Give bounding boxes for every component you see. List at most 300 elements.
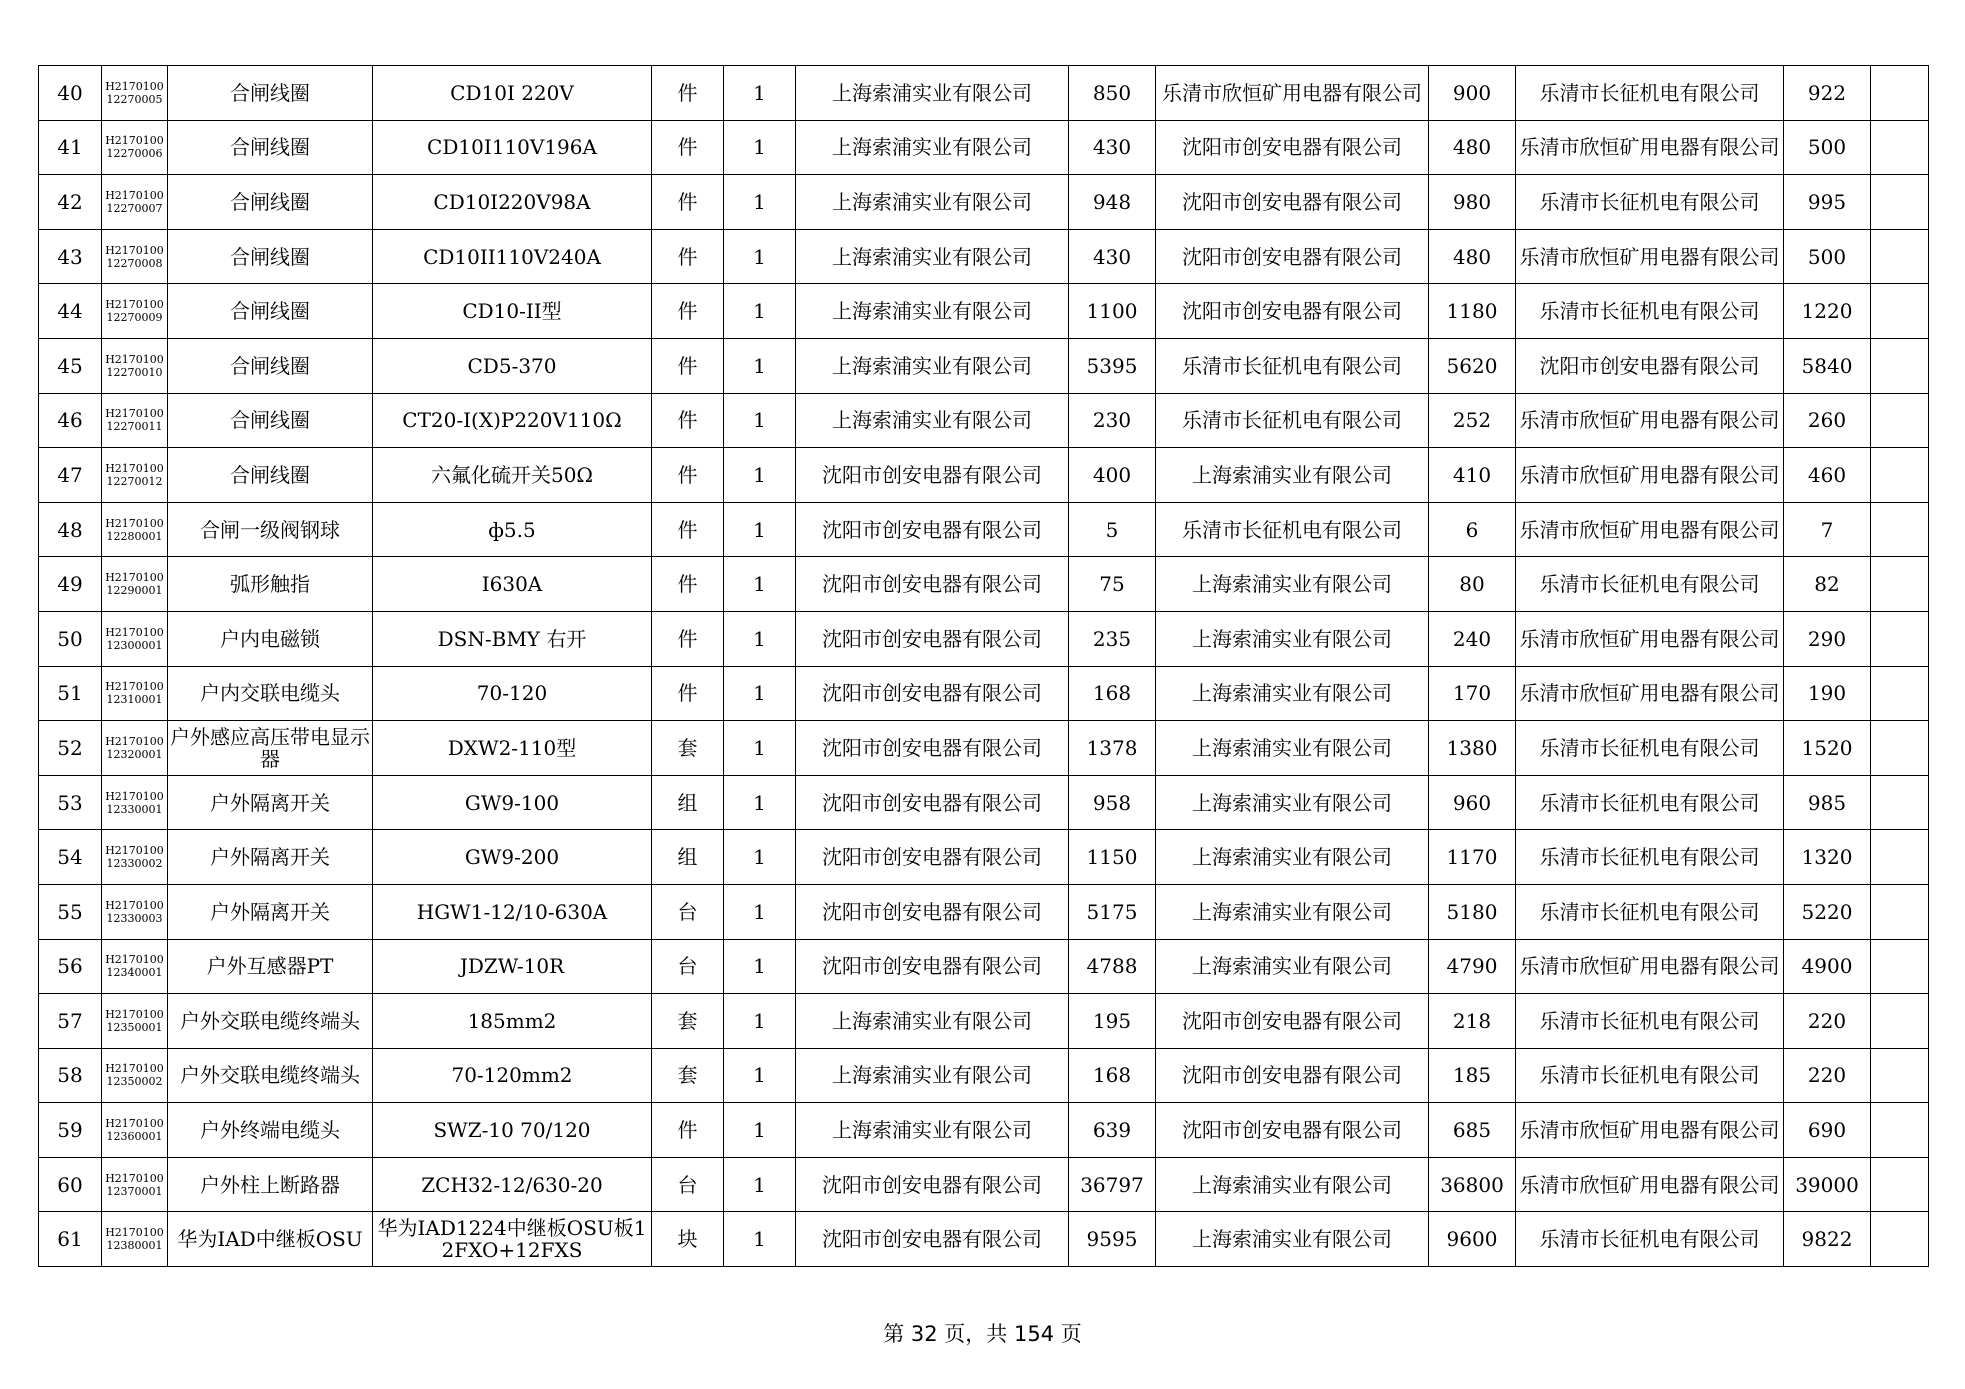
row-number-cell: 46: [39, 393, 102, 448]
item-name-cell: 合闸线圈: [168, 229, 373, 284]
material-code-line: 12270008: [106, 256, 163, 270]
material-code-cell: [102, 830, 168, 885]
remarks-cell: [1871, 557, 1929, 612]
supplier-1-cell: 沈阳市创安电器有限公司: [796, 721, 1069, 776]
price-3-cell: 9822: [1784, 1212, 1871, 1267]
quantity-cell: 1: [724, 775, 796, 830]
price-1-cell: 1100: [1069, 284, 1156, 339]
material-code-line: 12310001: [106, 693, 163, 707]
quantity-cell: 1: [724, 666, 796, 721]
unit-cell: 件: [652, 284, 724, 339]
price-1-cell: 75: [1069, 557, 1156, 612]
item-name-cell: 合闸线圈: [168, 448, 373, 503]
supplier-2-cell: 沈阳市创安电器有限公司: [1156, 1103, 1429, 1158]
price-1-cell: 400: [1069, 448, 1156, 503]
supplier-2-cell: 沈阳市创安电器有限公司: [1156, 1048, 1429, 1103]
supplier-2-cell: 上海索浦实业有限公司: [1156, 721, 1429, 776]
price-1-cell: 1150: [1069, 830, 1156, 885]
price-1-cell: 36797: [1069, 1157, 1156, 1212]
supplier-2-cell: 上海索浦实业有限公司: [1156, 775, 1429, 830]
price-comparison-table: [38, 65, 1929, 1267]
item-name-cell: 合闸线圈: [168, 66, 373, 121]
table-row: [39, 338, 1929, 393]
table-row: [39, 284, 1929, 339]
material-code-cell: [102, 229, 168, 284]
item-name-cell: 合闸线圈: [168, 338, 373, 393]
remarks-cell: [1871, 1103, 1929, 1158]
quantity-cell: 1: [724, 120, 796, 175]
material-code-line: H2170100: [105, 516, 164, 530]
supplier-2-cell: 沈阳市创安电器有限公司: [1156, 120, 1429, 175]
supplier-2-cell: 上海索浦实业有限公司: [1156, 830, 1429, 885]
supplier-1-cell: 上海索浦实业有限公司: [796, 1103, 1069, 1158]
supplier-3-cell: 乐清市长征机电有限公司: [1516, 721, 1784, 776]
quantity-cell: 1: [724, 939, 796, 994]
price-1-cell: 168: [1069, 666, 1156, 721]
price-1-cell: 958: [1069, 775, 1156, 830]
spec-cell: DSN-BMY 右开: [373, 611, 652, 666]
material-code-cell: [102, 175, 168, 230]
material-code-cell: [102, 502, 168, 557]
price-1-cell: 235: [1069, 611, 1156, 666]
price-3-cell: 1220: [1784, 284, 1871, 339]
supplier-2-cell: 沈阳市创安电器有限公司: [1156, 284, 1429, 339]
quantity-cell: 1: [724, 502, 796, 557]
quantity-cell: 1: [724, 393, 796, 448]
item-name-cell: 合闸线圈: [168, 120, 373, 175]
row-number-cell: 41: [39, 120, 102, 175]
price-2-cell: 6: [1429, 502, 1516, 557]
remarks-cell: [1871, 120, 1929, 175]
supplier-3-cell: 乐清市长征机电有限公司: [1516, 175, 1784, 230]
price-2-cell: 80: [1429, 557, 1516, 612]
material-code-line: 12350001: [106, 1020, 163, 1034]
price-3-cell: 995: [1784, 175, 1871, 230]
price-3-cell: 5840: [1784, 338, 1871, 393]
supplier-2-cell: 上海索浦实业有限公司: [1156, 611, 1429, 666]
supplier-3-cell: 乐清市长征机电有限公司: [1516, 557, 1784, 612]
quantity-cell: 1: [724, 994, 796, 1049]
material-code-cell: [102, 884, 168, 939]
price-2-cell: 9600: [1429, 1212, 1516, 1267]
price-2-cell: 4790: [1429, 939, 1516, 994]
row-number-cell: 58: [39, 1048, 102, 1103]
row-number-cell: 47: [39, 448, 102, 503]
supplier-2-cell: 乐清市长征机电有限公司: [1156, 502, 1429, 557]
price-1-cell: 1378: [1069, 721, 1156, 776]
spec-cell: CD10II110V240A: [373, 229, 652, 284]
price-3-cell: 220: [1784, 1048, 1871, 1103]
row-number-cell: 60: [39, 1157, 102, 1212]
quantity-cell: 1: [724, 1157, 796, 1212]
material-code-line: 12350002: [106, 1075, 163, 1089]
price-1-cell: 639: [1069, 1103, 1156, 1158]
item-name-cell: 户外终端电缆头: [168, 1103, 373, 1158]
material-code-line: H2170100: [105, 352, 164, 366]
supplier-3-cell: 乐清市长征机电有限公司: [1516, 830, 1784, 885]
spec-cell: 70-120: [373, 666, 652, 721]
spec-cell: ф5.5: [373, 502, 652, 557]
material-code-cell: [102, 393, 168, 448]
row-number-cell: 50: [39, 611, 102, 666]
material-code-line: H2170100: [105, 1226, 164, 1240]
row-number-cell: 45: [39, 338, 102, 393]
price-1-cell: 430: [1069, 120, 1156, 175]
table-row: [39, 1103, 1929, 1158]
price-2-cell: 980: [1429, 175, 1516, 230]
price-2-cell: 900: [1429, 66, 1516, 121]
material-code-line: 12270011: [106, 420, 163, 434]
table-row: [39, 448, 1929, 503]
table-row: [39, 229, 1929, 284]
supplier-1-cell: 沈阳市创安电器有限公司: [796, 557, 1069, 612]
table-row: [39, 1157, 1929, 1212]
supplier-1-cell: 上海索浦实业有限公司: [796, 175, 1069, 230]
unit-cell: 套: [652, 721, 724, 776]
supplier-2-cell: 乐清市长征机电有限公司: [1156, 338, 1429, 393]
unit-cell: 件: [652, 666, 724, 721]
spec-cell: HGW1-12/10-630A: [373, 884, 652, 939]
material-code-line: H2170100: [105, 79, 164, 93]
material-code-line: 12360001: [106, 1130, 163, 1144]
material-code-line: 12270010: [106, 365, 163, 379]
table-row: [39, 666, 1929, 721]
remarks-cell: [1871, 284, 1929, 339]
table-row: [39, 830, 1929, 885]
supplier-1-cell: 沈阳市创安电器有限公司: [796, 1212, 1069, 1267]
spec-cell: 70-120mm2: [373, 1048, 652, 1103]
material-code-cell: [102, 338, 168, 393]
supplier-1-cell: 上海索浦实业有限公司: [796, 284, 1069, 339]
supplier-1-cell: 上海索浦实业有限公司: [796, 994, 1069, 1049]
spec-cell: GW9-200: [373, 830, 652, 885]
price-2-cell: 1180: [1429, 284, 1516, 339]
price-1-cell: 4788: [1069, 939, 1156, 994]
material-code-line: 12330001: [106, 802, 163, 816]
material-code-cell: [102, 557, 168, 612]
spec-cell: 华为IAD1224中继板OSU板12FXO+12FXS: [373, 1212, 652, 1267]
quantity-cell: 1: [724, 175, 796, 230]
price-3-cell: 500: [1784, 120, 1871, 175]
supplier-3-cell: 乐清市长征机电有限公司: [1516, 775, 1784, 830]
price-2-cell: 1170: [1429, 830, 1516, 885]
unit-cell: 件: [652, 557, 724, 612]
price-3-cell: 5220: [1784, 884, 1871, 939]
unit-cell: 组: [652, 830, 724, 885]
supplier-3-cell: 乐清市欣恒矿用电器有限公司: [1516, 448, 1784, 503]
supplier-3-cell: 乐清市长征机电有限公司: [1516, 1048, 1784, 1103]
price-2-cell: 5620: [1429, 338, 1516, 393]
item-name-cell: 合闸线圈: [168, 393, 373, 448]
price-3-cell: 82: [1784, 557, 1871, 612]
supplier-3-cell: 乐清市长征机电有限公司: [1516, 284, 1784, 339]
unit-cell: 件: [652, 66, 724, 121]
remarks-cell: [1871, 1212, 1929, 1267]
remarks-cell: [1871, 229, 1929, 284]
material-code-line: H2170100: [105, 625, 164, 639]
material-code-line: 12270006: [106, 147, 163, 161]
item-name-cell: 户外隔离开关: [168, 884, 373, 939]
row-number-cell: 43: [39, 229, 102, 284]
supplier-2-cell: 上海索浦实业有限公司: [1156, 448, 1429, 503]
supplier-3-cell: 乐清市长征机电有限公司: [1516, 66, 1784, 121]
material-code-line: H2170100: [105, 134, 164, 148]
price-1-cell: 168: [1069, 1048, 1156, 1103]
row-number-cell: 59: [39, 1103, 102, 1158]
supplier-2-cell: 乐清市欣恒矿用电器有限公司: [1156, 66, 1429, 121]
supplier-1-cell: 沈阳市创安电器有限公司: [796, 884, 1069, 939]
supplier-3-cell: 乐清市欣恒矿用电器有限公司: [1516, 1103, 1784, 1158]
remarks-cell: [1871, 939, 1929, 994]
material-code-cell: [102, 939, 168, 994]
spec-cell: 六氟化硫开关50Ω: [373, 448, 652, 503]
row-number-cell: 48: [39, 502, 102, 557]
material-code-line: 12370001: [106, 1184, 163, 1198]
quantity-cell: 1: [724, 338, 796, 393]
remarks-cell: [1871, 338, 1929, 393]
material-code-cell: [102, 448, 168, 503]
price-1-cell: 430: [1069, 229, 1156, 284]
supplier-1-cell: 沈阳市创安电器有限公司: [796, 502, 1069, 557]
supplier-1-cell: 沈阳市创安电器有限公司: [796, 448, 1069, 503]
unit-cell: 件: [652, 1103, 724, 1158]
spec-cell: CD10I 220V: [373, 66, 652, 121]
item-name-cell: 合闸一级阀钢球: [168, 502, 373, 557]
spec-cell: JDZW-10R: [373, 939, 652, 994]
supplier-1-cell: 沈阳市创安电器有限公司: [796, 666, 1069, 721]
price-2-cell: 170: [1429, 666, 1516, 721]
quantity-cell: 1: [724, 557, 796, 612]
row-number-cell: 55: [39, 884, 102, 939]
spec-cell: CD10I220V98A: [373, 175, 652, 230]
quantity-cell: 1: [724, 611, 796, 666]
quantity-cell: 1: [724, 884, 796, 939]
table-row: [39, 775, 1929, 830]
material-code-cell: [102, 284, 168, 339]
unit-cell: 台: [652, 884, 724, 939]
item-name-cell: 合闸线圈: [168, 175, 373, 230]
material-code-line: 12270005: [106, 92, 163, 106]
supplier-3-cell: 乐清市欣恒矿用电器有限公司: [1516, 393, 1784, 448]
supplier-2-cell: 上海索浦实业有限公司: [1156, 1212, 1429, 1267]
unit-cell: 台: [652, 939, 724, 994]
price-2-cell: 218: [1429, 994, 1516, 1049]
supplier-3-cell: 乐清市欣恒矿用电器有限公司: [1516, 120, 1784, 175]
supplier-3-cell: 乐清市欣恒矿用电器有限公司: [1516, 666, 1784, 721]
price-3-cell: 460: [1784, 448, 1871, 503]
price-3-cell: 290: [1784, 611, 1871, 666]
table-row: [39, 884, 1929, 939]
spec-cell: ZCH32-12/630-20: [373, 1157, 652, 1212]
row-number-cell: 61: [39, 1212, 102, 1267]
unit-cell: 台: [652, 1157, 724, 1212]
table-row: [39, 557, 1929, 612]
material-code-line: H2170100: [105, 407, 164, 421]
material-code-cell: [102, 721, 168, 776]
row-number-cell: 42: [39, 175, 102, 230]
supplier-2-cell: 沈阳市创安电器有限公司: [1156, 994, 1429, 1049]
material-code-line: H2170100: [105, 1171, 164, 1185]
material-code-cell: [102, 994, 168, 1049]
price-2-cell: 240: [1429, 611, 1516, 666]
spec-cell: I630A: [373, 557, 652, 612]
supplier-2-cell: 上海索浦实业有限公司: [1156, 557, 1429, 612]
price-3-cell: 1320: [1784, 830, 1871, 885]
row-number-cell: 57: [39, 994, 102, 1049]
quantity-cell: 1: [724, 1103, 796, 1158]
item-name-cell: 弧形触指: [168, 557, 373, 612]
table-body: [39, 66, 1929, 1267]
item-name-cell: 户外柱上断路器: [168, 1157, 373, 1212]
unit-cell: 件: [652, 229, 724, 284]
remarks-cell: [1871, 775, 1929, 830]
supplier-1-cell: 沈阳市创安电器有限公司: [796, 1157, 1069, 1212]
supplier-1-cell: 沈阳市创安电器有限公司: [796, 939, 1069, 994]
item-name-cell: 户内电磁锁: [168, 611, 373, 666]
price-3-cell: 985: [1784, 775, 1871, 830]
table-row: [39, 611, 1929, 666]
price-3-cell: 690: [1784, 1103, 1871, 1158]
supplier-3-cell: 乐清市欣恒矿用电器有限公司: [1516, 229, 1784, 284]
remarks-cell: [1871, 721, 1929, 776]
unit-cell: 件: [652, 448, 724, 503]
material-code-line: H2170100: [105, 844, 164, 858]
table-row: [39, 721, 1929, 776]
unit-cell: 件: [652, 393, 724, 448]
page-footer: 第 32 页，共 154 页: [883, 1322, 1082, 1346]
supplier-1-cell: 沈阳市创安电器有限公司: [796, 611, 1069, 666]
quantity-cell: 1: [724, 830, 796, 885]
spec-cell: SWZ-10 70/120: [373, 1103, 652, 1158]
supplier-1-cell: 上海索浦实业有限公司: [796, 1048, 1069, 1103]
supplier-3-cell: 乐清市长征机电有限公司: [1516, 994, 1784, 1049]
material-code-line: H2170100: [105, 1007, 164, 1021]
material-code-line: 12270007: [106, 201, 163, 215]
item-name-cell: 合闸线圈: [168, 284, 373, 339]
item-name-cell: 户外隔离开关: [168, 830, 373, 885]
table-row: [39, 66, 1929, 121]
material-code-line: 12380001: [106, 1239, 163, 1253]
material-code-line: H2170100: [105, 1062, 164, 1076]
table-row: [39, 120, 1929, 175]
row-number-cell: 49: [39, 557, 102, 612]
price-3-cell: 39000: [1784, 1157, 1871, 1212]
table-row: [39, 393, 1929, 448]
remarks-cell: [1871, 502, 1929, 557]
spec-cell: CD10-II型: [373, 284, 652, 339]
material-code-line: 12340001: [106, 966, 163, 980]
supplier-3-cell: 乐清市欣恒矿用电器有限公司: [1516, 502, 1784, 557]
table-row: [39, 1048, 1929, 1103]
remarks-cell: [1871, 175, 1929, 230]
material-code-cell: [102, 1212, 168, 1267]
table-row: [39, 994, 1929, 1049]
spec-cell: DXW2-110型: [373, 721, 652, 776]
supplier-2-cell: 沈阳市创安电器有限公司: [1156, 175, 1429, 230]
remarks-cell: [1871, 393, 1929, 448]
material-code-cell: [102, 1048, 168, 1103]
unit-cell: 组: [652, 775, 724, 830]
material-code-line: 12270009: [106, 311, 163, 325]
material-code-line: 12280001: [106, 529, 163, 543]
spec-cell: CD10I110V196A: [373, 120, 652, 175]
price-3-cell: 4900: [1784, 939, 1871, 994]
price-3-cell: 260: [1784, 393, 1871, 448]
row-number-cell: 53: [39, 775, 102, 830]
material-code-line: H2170100: [105, 898, 164, 912]
unit-cell: 件: [652, 175, 724, 230]
supplier-2-cell: 上海索浦实业有限公司: [1156, 666, 1429, 721]
material-code-line: 12330003: [106, 911, 163, 925]
remarks-cell: [1871, 1157, 1929, 1212]
material-code-line: H2170100: [105, 953, 164, 967]
material-code-line: H2170100: [105, 1117, 164, 1131]
supplier-1-cell: 上海索浦实业有限公司: [796, 229, 1069, 284]
remarks-cell: [1871, 884, 1929, 939]
price-1-cell: 948: [1069, 175, 1156, 230]
remarks-cell: [1871, 666, 1929, 721]
material-code-line: 12320001: [106, 747, 163, 761]
material-code-line: 12330002: [106, 857, 163, 871]
price-3-cell: 220: [1784, 994, 1871, 1049]
unit-cell: 件: [652, 120, 724, 175]
price-2-cell: 185: [1429, 1048, 1516, 1103]
table-row: [39, 175, 1929, 230]
unit-cell: 件: [652, 502, 724, 557]
material-code-cell: [102, 775, 168, 830]
table-row: [39, 939, 1929, 994]
supplier-1-cell: 上海索浦实业有限公司: [796, 338, 1069, 393]
row-number-cell: 40: [39, 66, 102, 121]
price-2-cell: 5180: [1429, 884, 1516, 939]
material-code-cell: [102, 66, 168, 121]
quantity-cell: 1: [724, 448, 796, 503]
material-code-line: H2170100: [105, 571, 164, 585]
unit-cell: 件: [652, 338, 724, 393]
material-code-line: H2170100: [105, 461, 164, 475]
price-2-cell: 1380: [1429, 721, 1516, 776]
supplier-3-cell: 沈阳市创安电器有限公司: [1516, 338, 1784, 393]
quantity-cell: 1: [724, 229, 796, 284]
material-code-line: H2170100: [105, 243, 164, 257]
price-2-cell: 252: [1429, 393, 1516, 448]
price-3-cell: 1520: [1784, 721, 1871, 776]
unit-cell: 块: [652, 1212, 724, 1267]
spec-cell: CT20-I(X)P220V110Ω: [373, 393, 652, 448]
row-number-cell: 52: [39, 721, 102, 776]
material-code-cell: [102, 1157, 168, 1212]
quantity-cell: 1: [724, 1212, 796, 1267]
item-name-cell: 户外交联电缆终端头: [168, 994, 373, 1049]
price-1-cell: 9595: [1069, 1212, 1156, 1267]
price-2-cell: 685: [1429, 1103, 1516, 1158]
item-name-cell: 户外感应高压带电显示器: [168, 721, 373, 776]
unit-cell: 套: [652, 1048, 724, 1103]
price-1-cell: 850: [1069, 66, 1156, 121]
material-code-line: 12300001: [106, 638, 163, 652]
price-2-cell: 480: [1429, 229, 1516, 284]
supplier-1-cell: 沈阳市创安电器有限公司: [796, 775, 1069, 830]
remarks-cell: [1871, 830, 1929, 885]
price-1-cell: 5175: [1069, 884, 1156, 939]
material-code-line: H2170100: [105, 789, 164, 803]
item-name-cell: 户内交联电缆头: [168, 666, 373, 721]
material-code-line: H2170100: [105, 188, 164, 202]
remarks-cell: [1871, 611, 1929, 666]
material-code-cell: [102, 666, 168, 721]
row-number-cell: 54: [39, 830, 102, 885]
item-name-cell: 户外互感器PT: [168, 939, 373, 994]
